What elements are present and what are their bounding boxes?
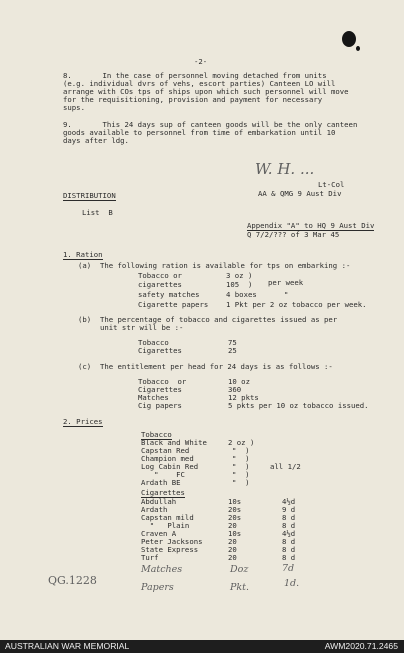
- ration-c-item: Tobacco or: [138, 377, 187, 386]
- ration-a-item: Cigarette papers: [138, 300, 209, 309]
- cigarette-item: Turf: [141, 553, 159, 562]
- ration-heading: 1. Ration: [63, 250, 103, 259]
- tobacco-item: Ardath BE: [141, 478, 181, 487]
- footer-institution: AUSTRALIAN WAR MEMORIAL: [5, 641, 130, 651]
- signature: W. H. ...: [255, 160, 315, 178]
- ration-b-item: Tobacco: [138, 338, 169, 347]
- signatory-unit: AA & QMG 9 Aust Div: [258, 189, 342, 198]
- ration-a-item: safety matches: [138, 290, 200, 299]
- tobacco-item: Champion med: [141, 454, 194, 463]
- ration-a-item: cigarettes: [138, 280, 182, 289]
- ration-c-item: Matches: [138, 393, 169, 402]
- ration-c-item: Cig papers: [138, 401, 182, 410]
- signatory-rank: Lt-Col: [318, 180, 345, 189]
- archive-footer: [0, 640, 404, 653]
- margin-note: QG.1228: [48, 574, 97, 587]
- prices-heading: 2. Prices: [63, 417, 103, 426]
- handwritten-item: Papers: [141, 582, 174, 593]
- tobacco-item: " FC: [141, 470, 185, 479]
- cigarette-item: Craven A: [141, 529, 177, 538]
- tobacco-item: Capstan Red: [141, 446, 190, 455]
- ration-c-intro: (c) The entitlement per head for 24 days is as follows :-: [78, 362, 333, 371]
- cigarette-item: Abdullah: [141, 497, 177, 506]
- tobacco-item: Black and White: [141, 438, 207, 447]
- appendix-line-2: Q 7/2/??? of 3 Mar 45: [247, 230, 340, 239]
- punch-hole-mark: [356, 46, 360, 51]
- tobacco-heading: Tobacco: [141, 430, 172, 439]
- cigarettes-heading: Cigarettes: [141, 488, 185, 497]
- cigarette-item: Ardath: [141, 505, 168, 514]
- appendix-line-1: Appendix "A" to HQ 9 Aust Div: [247, 221, 375, 230]
- footer-accession-number: AWM2020.71.2465: [324, 641, 398, 651]
- cigarette-item: Peter Jacksons: [141, 537, 203, 546]
- punch-hole: [342, 31, 356, 47]
- document-page: -2- 8. In the case of personnel moving detached from units (e.g. individual dvrs of vehs, escort parties) Canteen LO will arrange with COs tps of ships upon which such personnel will move for the requisitioning, provision and payment for necessary sups. 9. This 24 days sup of canteen goods will be the only canteen goods available to personnel from time of embarkation until 10 days after ldg. W. H. ... Lt-Col AA & QMG 9 Aust Div DISTRIBUTION List B Appendix "A" to HQ 9 Aust Div Q 7/2/??? of 3 Mar 45 1. Ration (a) The following ration is available for tps on embarking :- Tobacco or 3 oz ) cigarettes 105 ) per week safety matches 4 boxes " Cigarette papers 1 Pkt per 2 oz tobacco per week. (b) The percentage of tobacco and cigarettes issued as per unit str will be :- Tobacco 75 Cigarettes 25 (c) The entitlement per head for 24 days is as follows :- Tobacco or 10 oz Cigarettes 360 Matches 12 pkts Cig papers 5 pkts per 10 oz tobacco issued. 2. Prices Tobacco Black and White 2 oz ) Capstan Red " ) Champion med " ) Log Cabin Red " ) " FC " ) Ardath BE " ) all 1/2 Cigarettes Abdullah 10s 4½d Ardath 20s 9 d Capstan mild 20s 8 d " Plain 20 8 d Craven A 10s 4½d Peter Jacksons 20 8 d State Express 20 8 d Turf 20 8 d Matches Doz 7d Papers Pkt. 1d. QG.1228: [0, 0, 404, 640]
- tobacco-price: all 1/2: [270, 462, 301, 471]
- cigarette-item: State Express: [141, 545, 199, 554]
- ration-a-intro: (a) The following ration is available for tps on embarking :-: [78, 261, 351, 270]
- cigarette-item: " Plain: [141, 521, 190, 530]
- ration-b-intro: (b) The percentage of tobacco and cigarettes issued as per: [78, 315, 338, 324]
- tobacco-item: Log Cabin Red: [141, 462, 199, 471]
- cigarette-item: Capstan mild: [141, 513, 194, 522]
- handwritten-item: Matches: [141, 564, 183, 575]
- distribution-heading: DISTRIBUTION: [63, 191, 116, 200]
- distribution-list: List B: [82, 208, 113, 217]
- ration-c-item: Cigarettes: [138, 385, 182, 394]
- ration-a-item: Tobacco or: [138, 271, 182, 280]
- page-number: -2-: [194, 57, 208, 66]
- ration-b-item: Cigarettes: [138, 346, 182, 355]
